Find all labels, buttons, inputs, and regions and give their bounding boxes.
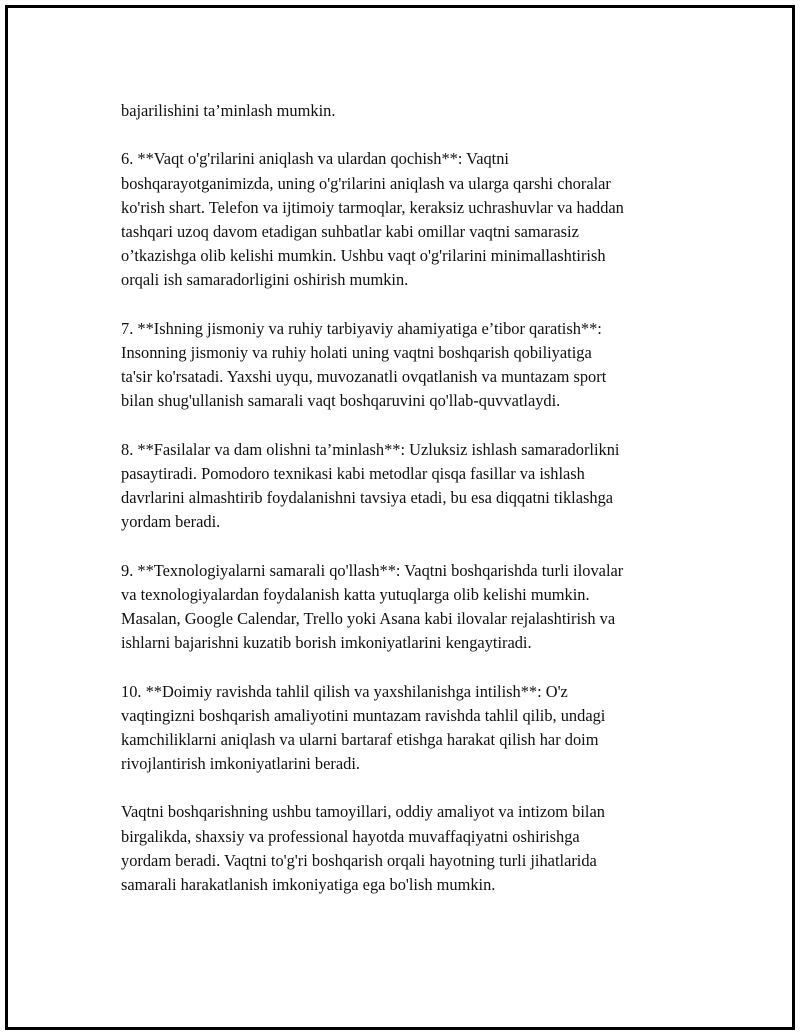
text-line: 7. **Ishning jismoniy va ruhiy tarbiyaviy ahamiyatiga e’tibor qaratish**:	[121, 318, 602, 338]
paragraph-item-8	[121, 438, 711, 535]
text-line: birgalikda, shaxsiy va professional hayotda muvaffaqiyatni oshirishga	[121, 826, 580, 846]
paragraph-item-6	[121, 147, 711, 292]
text-line: tashqari uzoq davom etadigan suhbatlar kabi omillar vaqtni samarasiz	[121, 221, 579, 241]
text-line: ta'sir ko'rsatadi. Yaxshi uyqu, muvozanatli ovqatlanish va muntazam sport	[121, 367, 607, 387]
text-line: yordam beradi.	[121, 512, 221, 532]
paragraph-continuation	[121, 99, 711, 123]
text-line: kamchiliklarni aniqlash va ularni bartaraf etishga harakat qilish har doim	[121, 729, 599, 749]
text-line: Masalan, Google Calendar, Trello yoki Asana kabi ilovalar rejalashtirish va	[121, 608, 616, 628]
text-line: ko'rish shart. Telefon va ijtimoiy tarmoqlar, keraksiz uchrashuvlar va haddan	[121, 197, 624, 217]
text-line: pasaytiradi. Pomodoro texnikasi kabi metodlar qisqa fasillar va ishlash	[121, 463, 585, 483]
text-line: Insonning jismoniy va ruhiy holati uning vaqtni boshqarish qobiliyatiga	[121, 342, 592, 362]
text-line: Vaqtni boshqarishning ushbu tamoyillari, oddiy amaliyot va intizom bilan	[121, 802, 605, 822]
paragraph-item-10	[121, 680, 711, 777]
text-line: 9. **Texnologiyalarni samarali qo'llash**: Vaqtni boshqarishda turli ilovalar	[121, 560, 624, 580]
paragraph-item-7	[121, 317, 711, 414]
text-line: boshqarayotganimizda, uning o'g'rilarini aniqlash va ularga qarshi choralar	[121, 173, 611, 193]
text-line: o’tkazishga olib kelishi mumkin. Ushbu vaqt o'g'rilarini minimallashtirish	[121, 246, 606, 266]
text-line: davrlarini almashtirib foydalanishni tavsiya etadi, bu esa diqqatni tiklashga	[121, 488, 614, 507]
text-line: rivojlantirish imkoniyatlarini beradi.	[121, 754, 360, 774]
text-line: 6. **Vaqt o'g'rilarini aniqlash va ulardan qochish**: Vaqtni	[121, 149, 509, 169]
text-line: va texnologiyalardan foydalanish katta yutuqlarga olib kelishi mumkin.	[121, 584, 590, 604]
page-frame	[5, 5, 795, 1030]
text-line: samarali harakatlanish imkoniyatiga ega bo'lish mumkin.	[121, 875, 496, 894]
text-line: ishlarni bajarishni kuzatib borish imkoniyatlarini kengaytiradi.	[121, 633, 532, 653]
text-line: orqali ish samaradorligini oshirish mumkin.	[121, 270, 409, 290]
text-line: 8. **Fasilalar va dam olishni ta’minlash**: Uzluksiz ishlash samaradorlikni	[121, 439, 620, 459]
text-line: bilan shug'ullanish samarali vaqt boshqaruvini qo'llab-quvvatlaydi.	[121, 391, 561, 411]
text-line: 10. **Doimiy ravishda tahlil qilish va yaxshilanishga intilish**: O'z	[121, 681, 568, 701]
document-body	[121, 99, 711, 921]
paragraph-conclusion	[121, 800, 711, 897]
text-line: yordam beradi. Vaqtni to'g'ri boshqarish orqali hayotning turli jihatlarida	[121, 850, 597, 870]
text-line: vaqtingizni boshqarish amaliyotini muntazam ravishda tahlil qilib, undagi	[121, 705, 606, 725]
paragraph-item-9	[121, 559, 711, 656]
text-line: bajarilishini ta’minlash mumkin.	[121, 101, 336, 120]
